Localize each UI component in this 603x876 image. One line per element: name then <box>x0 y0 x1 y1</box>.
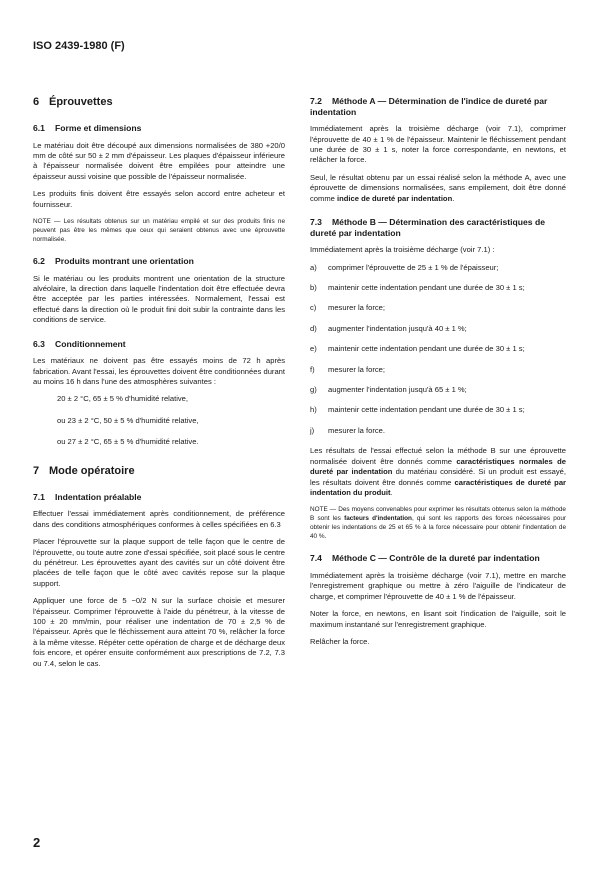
list-item: ou 23 ± 2 °C, 50 ± 5 % d'humidité relative, <box>57 415 199 425</box>
list-item: c) mesurer la force; <box>310 303 385 313</box>
method-b-steps <box>310 263 566 437</box>
paragraph: Appliquer une force de 5 −0/2 N sur la surface choisie et mesurer l'épaisseur. Comprimer l'éprouvette à l'aide du pénétreur, à la vitesse de 100 ± 20 mm/min, pour réaliser une indentation de 70 ± 2,5 % de l'épaisseur. Après que le fléchissement aura atteint 70 %, relâcher la force à la même vitesse. Répéter cette opération de charge et de décharge deux fois encore, et opérer ensuite conformément aux prescriptions de 7.2, 7.3 ou 7.4, selon le cas. <box>33 596 286 668</box>
list-item: e) maintenir cette indentation pendant une durée de 30 ± 1 s; <box>310 344 525 354</box>
section-6-heading: 6 Éprouvettes <box>33 96 113 108</box>
paragraph: Si le matériau ou les produits montrent une orientation de la structure alvéolaire, la direction dans laquelle l'indentation doit être effectuée devra être acceptée par les parties intéressées. Normalement, l'essai est effectué dans la direction où le produit fini doit subir la contrainte dans les conditions de service. <box>33 273 285 325</box>
list-item: b) maintenir cette indentation pendant une durée de 30 ± 1 s; <box>310 283 525 293</box>
list-item: 20 ± 2 °C, 65 ± 5 % d'humidité relative, <box>57 394 189 404</box>
left-column <box>33 96 285 676</box>
list-item: j) mesurer la force. <box>310 425 385 435</box>
paragraph: Placer l'éprouvette sur la plaque support de telle façon que le centre de l'éprouvette, ou toute autre zone d'essai spécifiée, soit placé sous le centre du pénétreur. Les éprouvettes ayant des cavités sur un côté doivent être placées de telle façon que le côté avec cavités repose sur la plaque support. <box>33 537 285 588</box>
note: NOTE — Les résultats obtenus sur un matériau empilé et sur des produits finis ne peuvent pas être les mêmes que ceux qui seraient obtenus avec une éprouvette normalisée. <box>33 218 285 244</box>
section-7-3-heading: 7.3 Méthode B — Détermination des caractéristiques de dureté par indentation <box>310 217 545 238</box>
paragraph: Le matériau doit être découpé aux dimensions normalisées de 380 +20/0 mm de côté sur 50 ± 2 mm d'épaisseur. Les plaques d'épaisseur inférieure à l'épaisseur normalisée doivent être empilées pour atteindre une épaisseur aussi voisine que possible de l'épaisseur normalisée. <box>33 140 285 181</box>
paragraph: Les matériaux ne doivent pas être essayés moins de 72 h après fabrication. Avant l'essai, les éprouvettes doivent être conditionnées durant au moins 16 h dans l'une des atmosphères suivantes : <box>33 356 285 387</box>
list-item: d) augmenter l'indentation jusqu'à 40 ± 1 %; <box>310 323 467 333</box>
section-7-heading: 7 Mode opératoire <box>33 464 135 477</box>
note: NOTE — Des moyens convenables pour exprimer les résultats obtenus selon la méthode B sont les facteurs d'indentation, qui sont les rapports des forces nécessaires pour obtenir les indentations de 25 et 65 % à la force nécessaire pour obtenir l'indentation de 40 %. <box>310 506 566 541</box>
paragraph: Noter la force, en newtons, en lisant soit l'indication de l'aiguille, soit le maximum instantané sur l'enregistrement graphique. <box>310 609 566 629</box>
section-7-2-heading: 7.2 Méthode A — Détermination de l'indice de dureté par indentation <box>310 96 548 117</box>
paragraph: Les résultats de l'essai effectué selon la méthode B sur une éprouvette normalisée doivent être donnés comme caractéristiques normales de dureté par indentation du matériau considéré. Si un produit est essayé, les résultats doivent être donnés comme caractéristiques de dureté par indentation du produit. <box>310 446 566 497</box>
paragraph: Immédiatement après la troisième décharge (voir 7.1), mettre en marche l'enregistrement graphique ou mettre à zéro l'aiguille de l'indicateur de charge, et comprimer l'éprouvette de 40 ± 1 % de l'épaisseur. <box>310 570 566 601</box>
list-item: h) maintenir cette indentation pendant une durée de 30 ± 1 s; <box>310 405 525 415</box>
paragraph: Seul, le résultat obtenu par un essai réalisé selon la méthode A, avec une éprouvette de dimensions normalisées, sans empilement, doit être donné comme indice de dureté par indentation. <box>310 172 566 203</box>
paragraph: Effectuer l'essai immédiatement après conditionnement, de préférence dans des conditions atmosphériques conformes à celles spécifiées en 6.3 <box>33 509 285 529</box>
paragraph: Relâcher la force. <box>310 636 370 646</box>
section-6-2-heading: 6.2 Produits montrant une orientation <box>33 256 194 267</box>
section-7-1-heading: 7.1 Indentation préalable <box>33 491 142 502</box>
document-header: ISO 2439-1980 (F) <box>33 40 125 52</box>
page-number: 2 <box>33 835 41 850</box>
section-6-3-heading: 6.3 Conditionnement <box>33 338 126 349</box>
atmosphere-list <box>57 394 285 447</box>
list-item: ou 27 ± 2 °C, 65 ± 5 % d'humidité relative. <box>57 437 199 447</box>
list-item: f) mesurer la force; <box>310 364 385 374</box>
right-column <box>310 96 566 654</box>
paragraph: Immédiatement après la troisième décharge (voir 7.1) : <box>310 245 495 255</box>
paragraph: Immédiatement après la troisième décharge (voir 7.1), comprimer l'éprouvette de 40 ± 1 % de l'épaisseur. Maintenir le fléchissement pendant une durée de 30 ± 1 s, noter la force correspondante, en newtons, et relâcher la force. <box>310 124 566 165</box>
section-6-1-heading: 6.1 Forme et dimensions <box>33 123 142 133</box>
list-item: a) comprimer l'éprouvette de 25 ± 1 % de l'épaisseur; <box>310 262 499 272</box>
section-7-4-heading: 7.4 Méthode C — Contrôle de la dureté par indentation <box>310 553 540 564</box>
list-item: g) augmenter l'indentation jusqu'à 65 ± 1 %; <box>310 385 467 395</box>
paragraph: Les produits finis doivent être essayés selon accord entre acheteur et fournisseur. <box>33 189 285 209</box>
